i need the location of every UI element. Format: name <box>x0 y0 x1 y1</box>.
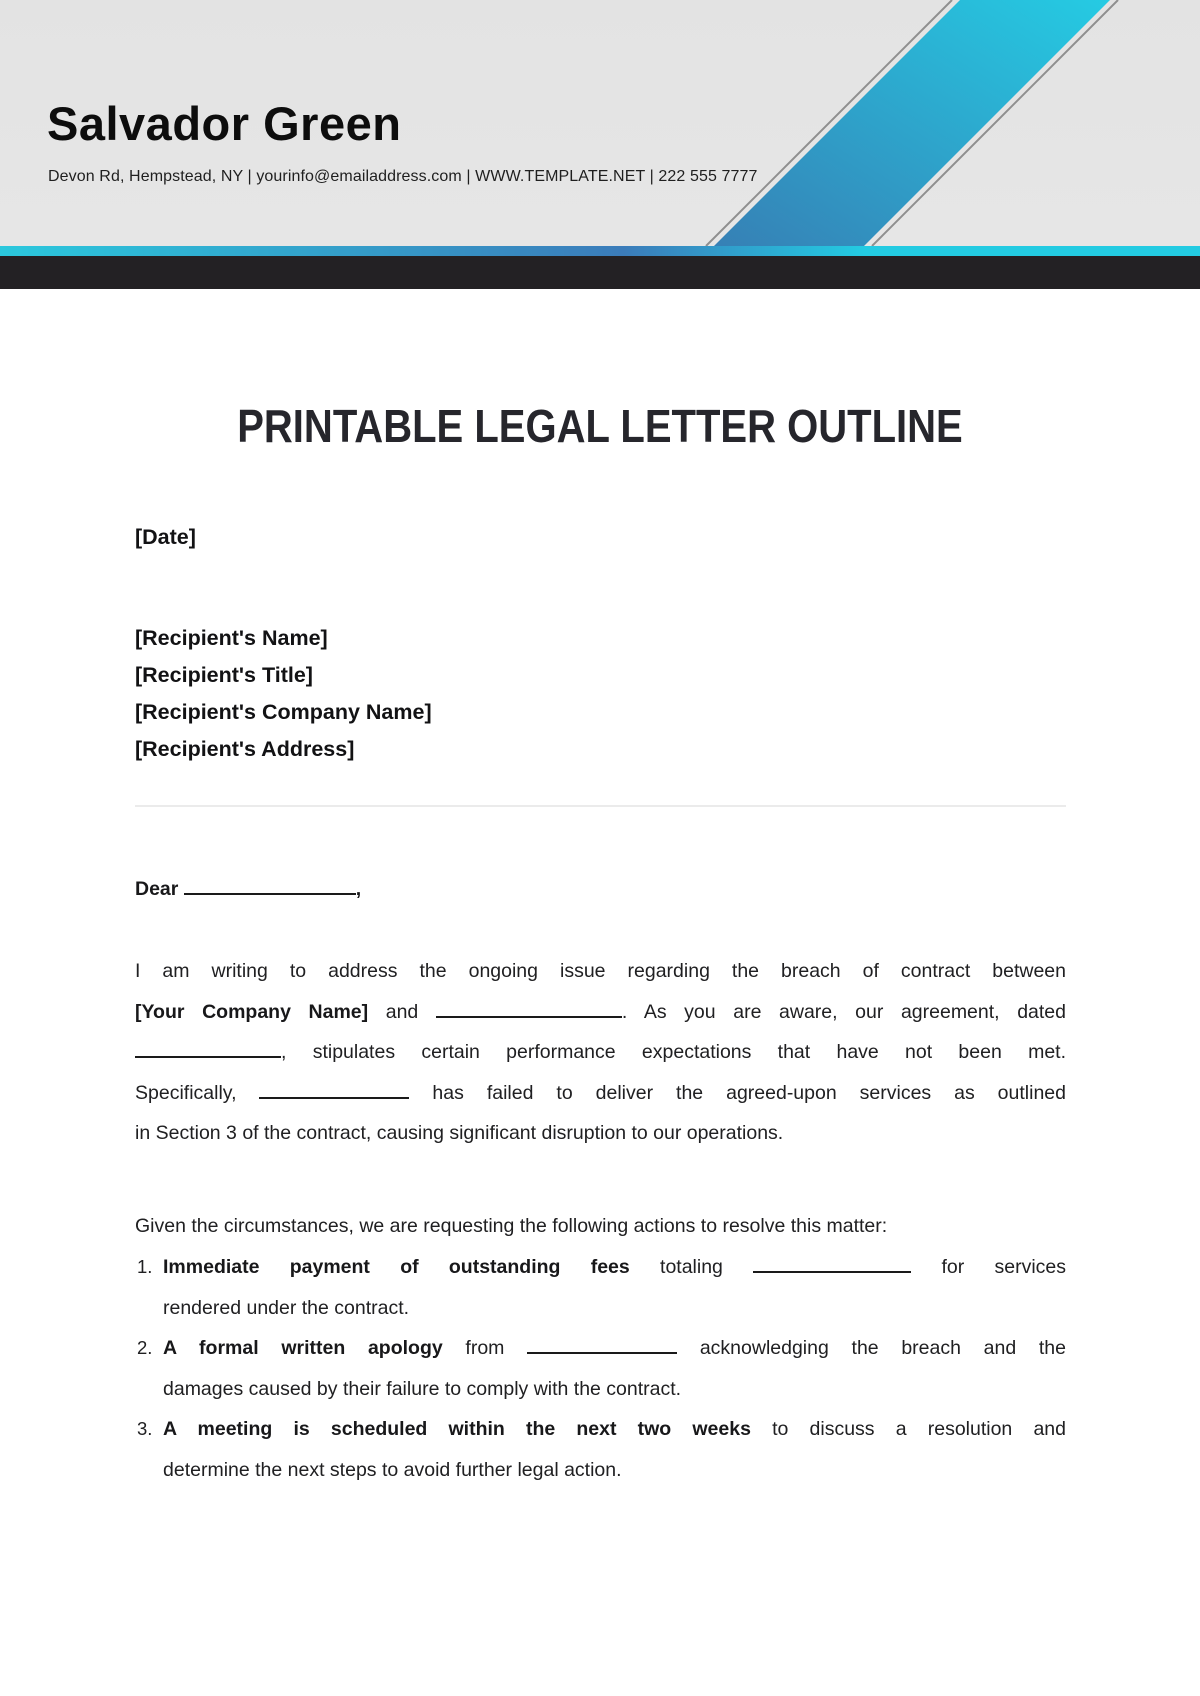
list-number: 2. <box>137 1337 153 1358</box>
header-band <box>0 0 1200 246</box>
paragraph-requested-actions-intro <box>135 1206 1066 1247</box>
bold-text-segment: [Your Company Name] <box>135 1000 369 1023</box>
section-divider <box>135 805 1066 807</box>
blank-underline <box>527 1334 677 1354</box>
blank-underline <box>436 998 622 1018</box>
text-segment: Specifically, <box>135 1081 260 1104</box>
text-segment: acknowledging the breach and the <box>677 1337 1066 1359</box>
list-item <box>135 1409 1066 1490</box>
text-line <box>135 1113 1066 1154</box>
text-line <box>163 1247 1066 1288</box>
sender-contact-line: Devon Rd, Hempstead, NY | yourinfo@emailaddress.com | WWW.TEMPLATE.NET | 222 555 7777 <box>48 168 758 185</box>
text-segment: rendered under the contract. <box>163 1296 410 1319</box>
text-segment: determine the next steps to avoid further legal action. <box>163 1458 622 1481</box>
letter-title: PRINTABLE LEGAL LETTER OUTLINE <box>237 400 963 452</box>
text-segment: . As you are aware, our agreement, dated <box>621 1000 1066 1023</box>
bold-text-segment: A meeting is scheduled within the next two weeks <box>163 1418 751 1440</box>
bold-text-segment: , <box>355 878 362 900</box>
list-number: 1. <box>137 1256 153 1277</box>
list-item-text <box>163 1409 1066 1490</box>
blank-underline <box>259 1079 409 1099</box>
text-line <box>135 1032 1066 1073</box>
text-line <box>163 1288 1066 1329</box>
text-segment: to discuss a resolution and <box>750 1418 1066 1440</box>
text-line <box>163 1450 1066 1491</box>
text-segment: in Section 3 of the contract, causing significant disruption to our operations. <box>135 1122 784 1144</box>
accent-gradient-bar <box>0 246 1200 256</box>
text-line <box>135 951 1066 992</box>
diagonal-stripe <box>714 0 1110 246</box>
text-line <box>163 1409 1066 1450</box>
list-item <box>135 1328 1066 1409</box>
list-item <box>135 1247 1066 1328</box>
bold-text-segment: A formal written apology <box>163 1337 443 1359</box>
paragraph-breach-of-contract <box>135 951 1066 1154</box>
date-placeholder: [Date] <box>135 525 196 549</box>
text-segment: , stipulates certain performance expectations that have not been met. <box>281 1041 1066 1063</box>
black-divider-bar <box>0 256 1200 289</box>
text-segment: totaling <box>629 1256 754 1278</box>
text-segment: Given the circumstances, we are requesting the following actions to resolve this matter: <box>135 1215 888 1237</box>
text-segment: for services <box>911 1256 1067 1278</box>
recipient-address-placeholder: [Recipient's Address] <box>135 737 355 761</box>
list-item-text <box>163 1247 1066 1328</box>
list-item-text <box>163 1328 1066 1409</box>
text-line <box>163 1369 1066 1410</box>
blank-underline <box>753 1253 911 1273</box>
text-line <box>135 1206 1066 1247</box>
text-segment: I am writing to address the ongoing issue regarding the breach of contract between <box>135 960 1066 982</box>
text-line <box>135 869 1066 910</box>
requested-actions-list <box>135 1247 1066 1490</box>
recipient-name-placeholder: [Recipient's Name] <box>135 626 328 650</box>
list-number: 3. <box>137 1418 153 1439</box>
bold-text-segment: Immediate payment of outstanding fees <box>163 1256 630 1278</box>
recipient-company-placeholder: [Recipient's Company Name] <box>135 700 432 724</box>
blank-underline <box>184 875 356 895</box>
text-segment: damages caused by their failure to comply with the contract. <box>163 1377 682 1400</box>
text-line <box>135 992 1066 1033</box>
text-segment: has failed to deliver the agreed-upon services as outlined <box>409 1081 1066 1104</box>
bold-text-segment: Dear <box>135 878 184 900</box>
recipient-title-placeholder: [Recipient's Title] <box>135 663 313 687</box>
blank-underline <box>135 1038 281 1058</box>
text-line <box>135 1073 1066 1114</box>
text-segment: and <box>368 1000 436 1023</box>
sender-name: Salvador Green <box>47 97 402 150</box>
recipient-block <box>135 620 432 768</box>
salutation-line <box>135 869 1066 910</box>
text-segment: from <box>442 1337 528 1359</box>
text-line <box>163 1328 1066 1369</box>
